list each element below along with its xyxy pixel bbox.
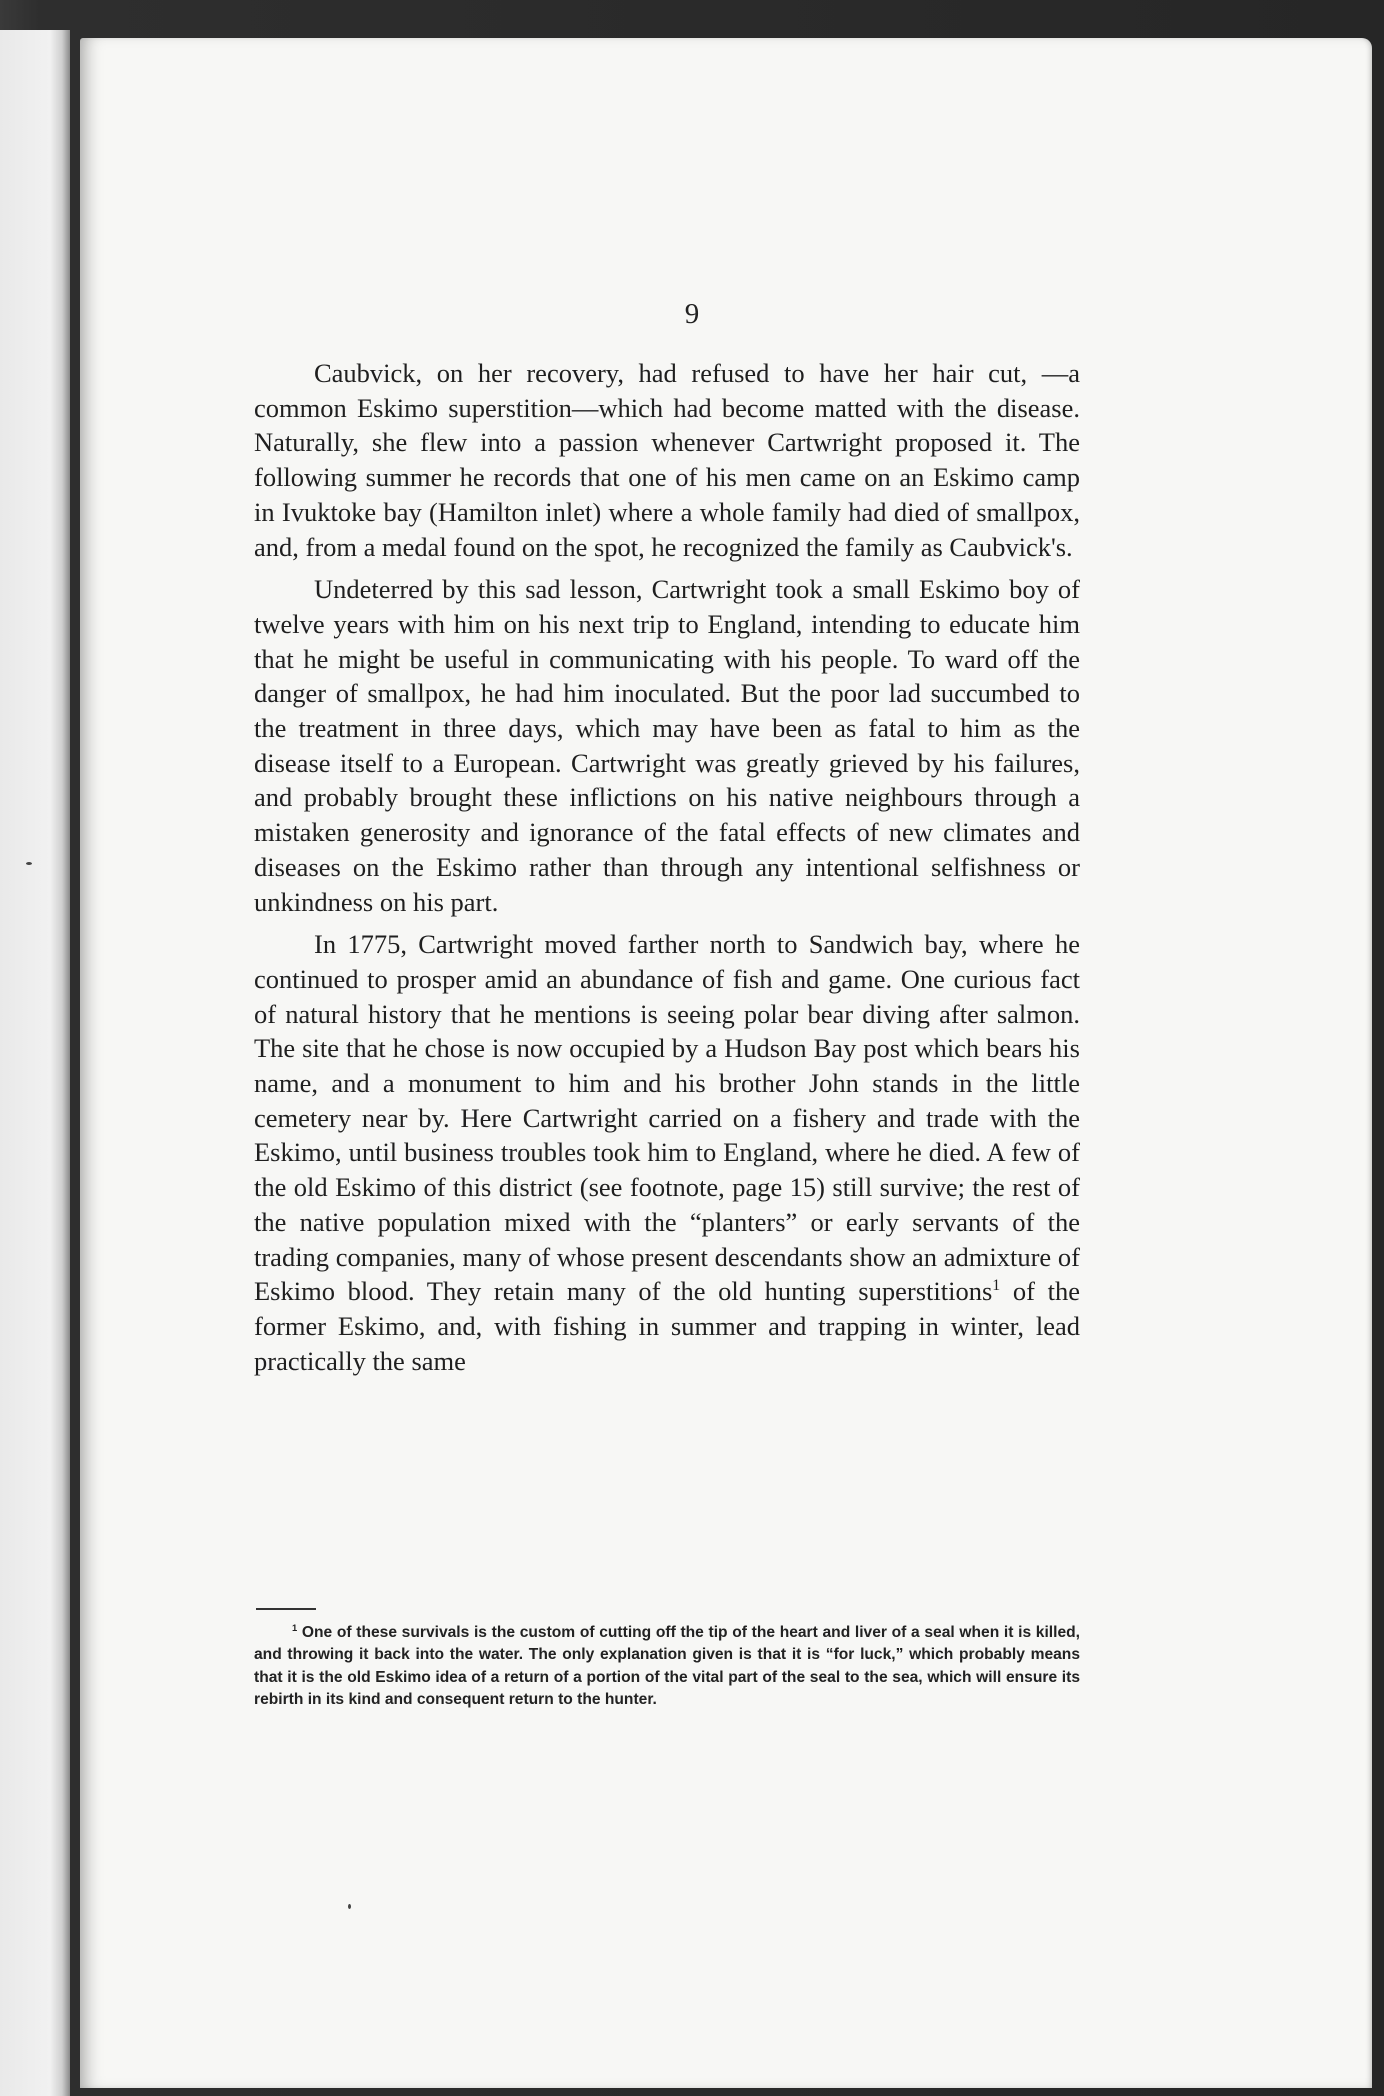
footnote-marker: 1: [292, 1622, 298, 1633]
paragraph-3-text-before: In 1775, Cartwright moved farther north to Sandwich bay, where he continued to prosper amid an abundance of fish and game. One curious fact of natural history that he mentions is seeing polar bear diving after salmon. The site that he chose is now occupied by a Hudson Bay post which bears his name, and a monument to him and his brother John stands in the little cemetery near by. Here Cartwright carried on a fishery and trade with the Eskimo, until business troubles took him to England, where he died. A few of the old Eskimo of this district (see footnote, page 15) still survive; the rest of the native population mixed with the “planters” or early servants of the trading companies, many of whose present descendants show an admixture of Eskimo blood. They retain many of the old hunting superstitions: [254, 929, 1080, 1307]
paragraph-3: [254, 927, 1080, 1378]
scan-speck: [348, 1904, 351, 1909]
paragraph-1: Caubvick, on her recovery, had refused to have her hair cut, —a common Eskimo superstition—which had become matted with the disease. Naturally, she flew into a passion whenever Cartwright proposed it. The following summer he records that one of his men came on an Eskimo camp in Ivuktoke bay (Hamilton inlet) where a whole family had died of smallpox, and, from a medal found on the spot, he recognized the family as Caubvick's.: [254, 358, 1080, 562]
scan-speck: [26, 862, 32, 865]
paragraph-3-text-after: of the former Eskimo, and, with fishing in summer and trapping in winter, lead practically the same: [254, 1276, 1080, 1376]
footnote-reference: 1: [992, 1277, 1001, 1295]
footnote-1: [254, 1622, 1080, 1712]
page-number: 9: [684, 298, 700, 330]
paragraph-2: Undeterred by this sad lesson, Cartwright took a small Eskimo boy of twelve years with him on his next trip to England, intending to educate him that he might be useful in communicating with his people. To ward off the danger of smallpox, he had him inoculated. But the poor lad succumbed to the treatment in three days, which may have been as fatal to him as the disease itself to a European. Cartwright was greatly grieved by his failures, and probably brought these inflictions on his native neighbours through a mistaken generosity and ignorance of the fatal effects of new climates and diseases on the Eskimo rather than through any intentional selfishness or unkindness on his part.: [254, 574, 1080, 917]
footnote-text: One of these survivals is the custom of cutting off the tip of the heart and liver of a seal when it is killed, and throwing it back into the water. The only explanation given is that it is “for luck,” which probably means that it is the old Eskimo idea of a return of a portion of the vital part of the seal to the sea, which will ensure its rebirth in its kind and consequent return to the hunter.: [254, 1624, 1080, 1709]
facing-page-edge: [0, 30, 70, 2096]
footnote: [254, 1622, 1080, 1712]
footnote-separator: [256, 1608, 316, 1610]
body-text: [254, 356, 1080, 1386]
